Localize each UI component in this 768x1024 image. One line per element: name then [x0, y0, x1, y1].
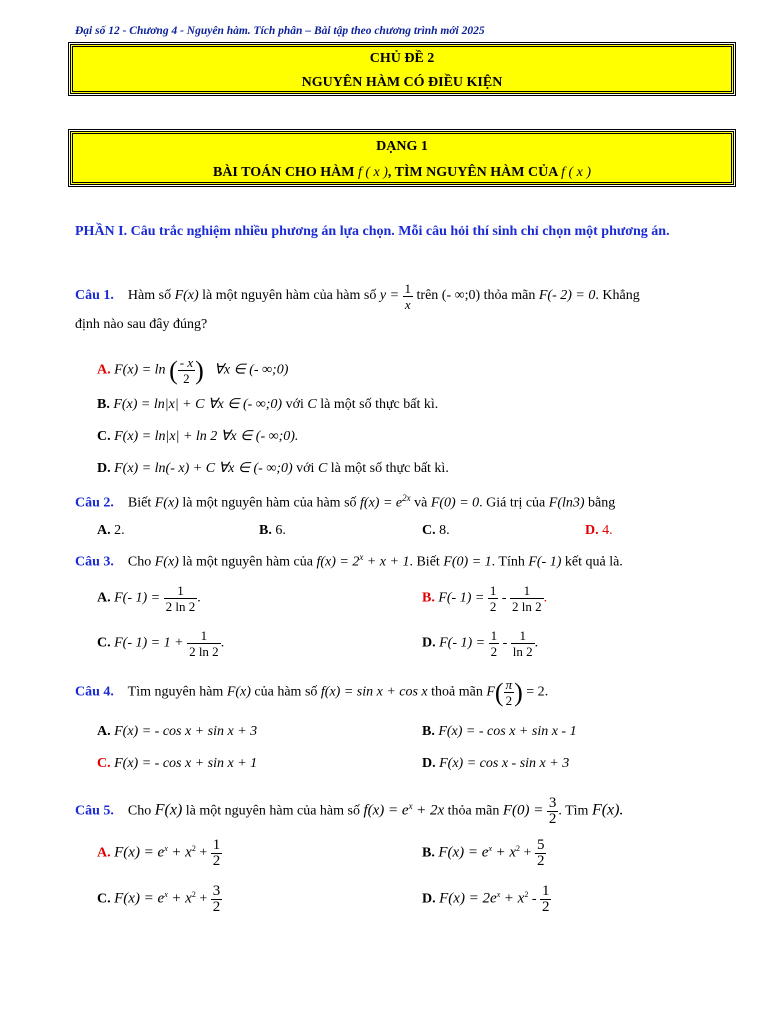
topic-banner — [70, 44, 734, 94]
q5-option-a[interactable]: A. $F(x) = e^x + x^2$ + $\frac{1}{2}$ — [97, 837, 221, 869]
q5-option-c[interactable]: C. $F(x) = e^x + x^2$ + $\frac{3}{2}$ — [97, 883, 221, 915]
topic-title: NGUYÊN HÀM CÓ ĐIỀU KIỆN — [301, 75, 503, 90]
q5-option-d[interactable]: D. $F(x) = 2e^x + x^2$ - $\frac{1}{2}$ — [422, 883, 550, 915]
topic-number: CHỦ ĐỀ 2 — [369, 51, 435, 66]
type-number: DẠNG 1 — [376, 139, 428, 154]
type-banner — [70, 131, 734, 185]
question-4: Câu 4. Tìm nguyên hàm F(x) của hàm số f(x) = sin x + cos x thoả mãn F( $\frac{\pi}{2}$ ) = 2. — [75, 677, 549, 708]
q3-option-d[interactable]: D. F(- 1) = $\frac{1}{2}$ - $\frac{1}{\ln 2}$ . — [422, 628, 539, 659]
question-1-cont: định nào sau đây đúng? — [75, 317, 208, 332]
q2-option-a[interactable]: A. 2. — [97, 523, 125, 538]
q3-option-b[interactable]: B. F(- 1) = $\frac{1}{2}$ - $\frac{1}{2 \ln 2}$ . — [422, 583, 548, 614]
q1-option-d[interactable]: D. F(x) = ln(- x) + C ∀x ∈ (- ∞;0) với C là một số thực bất kì. — [97, 461, 449, 476]
q2-option-d[interactable]: D. 4. — [585, 523, 613, 538]
q3-option-a[interactable]: A. F(- 1) = $\frac{1}{2 \ln 2}$ . — [97, 583, 201, 614]
question-1: Câu 1. Hàm số F(x) là một nguyên hàm của hàm số y = $\frac{1}{x}$ trên (- ∞;0) thỏa mãn F(- 2) = 0. Khẳng — [75, 281, 640, 312]
q2-option-b[interactable]: B. 6. — [259, 523, 286, 538]
q1-option-b[interactable]: B. F(x) = ln|x| + C ∀x ∈ (- ∞;0) với C là một số thực bất kì. — [97, 397, 439, 412]
question-3: Câu 3. Cho F(x) là một nguyên hàm của $f(x) = 2^x + x + 1$. Biết F(0) = 1. Tính F(- 1) kết quả là. — [75, 552, 623, 570]
page-header: Đại số 12 - Chương 4 - Nguyên hàm. Tích phân – Bài tập theo chương trình mới 2025 — [75, 25, 485, 37]
q3-option-c[interactable]: C. F(- 1) = 1 + $\frac{1}{2 \ln 2}$ . — [97, 628, 225, 659]
question-5: Câu 5. Cho F(x) là một nguyên hàm của hàm số $f(x) = e^x + 2x$ thỏa mãn F(0) = $\frac{3}{2}$ . Tìm F(x). — [75, 795, 624, 827]
q5-option-b[interactable]: B. $F(x) = e^x + x^2$ + $\frac{5}{2}$ — [422, 837, 545, 869]
q1-option-c[interactable]: C. F(x) = ln|x| + ln 2 ∀x ∈ (- ∞;0). — [97, 429, 299, 444]
q2-option-c[interactable]: C. 8. — [422, 523, 450, 538]
q4-option-a[interactable]: A. F(x) = - cos x + sin x + 3 — [97, 724, 258, 739]
q4-option-b[interactable]: B. F(x) = - cos x + sin x - 1 — [422, 724, 577, 739]
type-title: BÀI TOÁN CHO HÀM f ( x ), TÌM NGUYÊN HÀM CỦA f ( x ) — [212, 165, 592, 180]
question-2: Câu 2. Biết F(x) là một nguyên hàm của hàm số $f(x) = e^{2x}$ và F(0) = 0. Giá trị của F(ln3) bằng — [75, 493, 616, 511]
part-one-heading: PHẦN I. Câu trắc nghiệm nhiều phương án lựa chọn. Mỗi câu hỏi thí sinh chỉ chọn một phương án. — [75, 224, 670, 239]
q1-option-a[interactable]: A. F(x) = ln ( $\frac{- x}{2}$ ) ∀x ∈ (- ∞;0) — [97, 355, 289, 386]
q4-option-c[interactable]: C. F(x) = - cos x + sin x + 1 — [97, 756, 258, 771]
q4-option-d[interactable]: D. F(x) = cos x - sin x + 3 — [422, 756, 570, 771]
